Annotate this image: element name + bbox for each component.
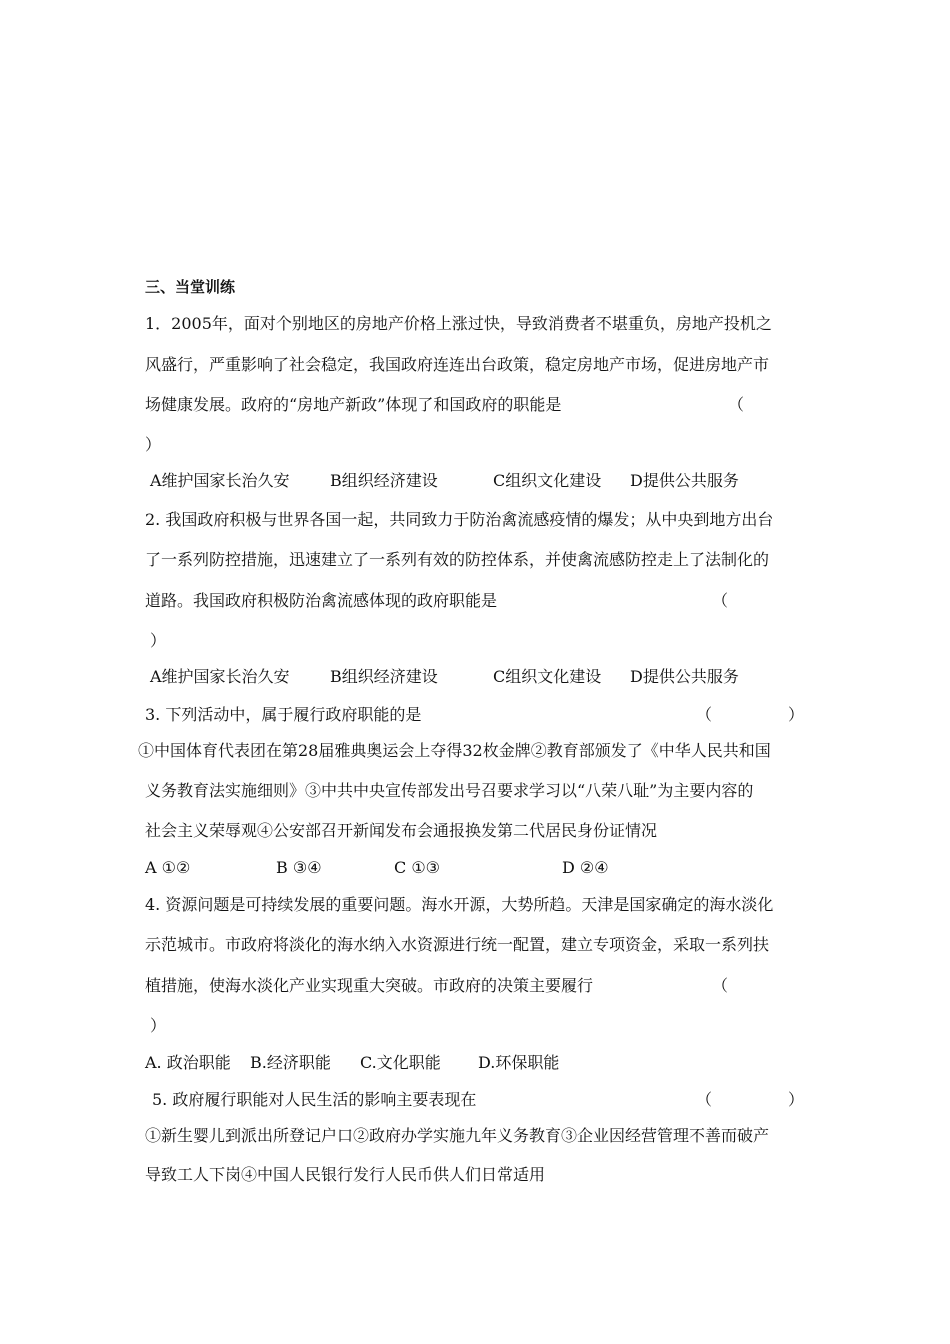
q2-option-c: C组织文化建设 bbox=[493, 667, 602, 686]
q2-answer-paren-close: ） bbox=[150, 631, 167, 650]
q4-answer-paren-open: （ bbox=[712, 976, 729, 995]
q2-option-d: D提供公共服务 bbox=[630, 667, 739, 686]
q4-option-a: A. 政治职能 bbox=[145, 1053, 231, 1072]
q1-line-2: 风盛行，严重影响了社会稳定，我国政府连连出台政策，稳定房地产市场，促进房地产市 bbox=[145, 355, 770, 374]
q4-line-1: 4. 资源问题是可持续发展的重要问题。海水开源，大势所趋。天津是国家确定的海水淡化 bbox=[145, 895, 774, 914]
q4-line-2: 示范城市。市政府将淡化的海水纳入水资源进行统一配置，建立专项资金，采取一系列扶 bbox=[145, 935, 770, 954]
q2-answer-paren-open: （ bbox=[712, 591, 729, 610]
q3-option-d: D ②④ bbox=[562, 858, 609, 877]
section-title: 三、当堂训练 bbox=[145, 278, 236, 296]
q3-answer-paren-close: ） bbox=[788, 705, 805, 724]
q1-answer-paren-close: ） bbox=[145, 435, 162, 454]
q5-answer-paren-open: （ bbox=[696, 1090, 713, 1109]
q2-line-1: 2. 我国政府积极与世界各国一起，共同致力于防治禽流感疫情的爆发；从中央到地方出台 bbox=[145, 510, 774, 529]
q4-option-c: C.文化职能 bbox=[360, 1053, 441, 1072]
q4-answer-paren-close: ） bbox=[150, 1016, 167, 1035]
q2-line-2: 了一系列防控措施，迅速建立了一系列有效的防控体系，并使禽流感防控走上了法制化的 bbox=[145, 550, 770, 569]
q3-answer-paren-open: （ bbox=[696, 705, 713, 724]
q1-line-1: 1．2005年，面对个别地区的房地产价格上涨过快，导致消费者不堪重负，房地产投机之 bbox=[145, 314, 772, 333]
q1-line-3: 场健康发展。政府的“房地产新政”体现了和国政府的职能是 bbox=[145, 395, 562, 414]
q5-line-1: ①新生婴儿到派出所登记户口②政府办学实施九年义务教育③企业因经营管理不善而破产 bbox=[145, 1126, 770, 1145]
q5-line-2: 导致工人下岗④中国人民银行发行人民币供人们日常适用 bbox=[145, 1165, 546, 1184]
q4-option-b: B.经济职能 bbox=[250, 1053, 331, 1072]
q3-line-3: 社会主义荣辱观④公安部召开新闻发布会通报换发第二代居民身份证情况 bbox=[145, 821, 658, 840]
q3-line-1: ①中国体育代表团在第28届雅典奥运会上夺得32枚金牌②教育部颁发了《中华人民共和国 bbox=[138, 741, 771, 760]
q4-option-d: D.环保职能 bbox=[478, 1053, 560, 1072]
q4-line-3: 植措施，使海水淡化产业实现重大突破。市政府的决策主要履行 bbox=[145, 976, 594, 995]
q5-answer-paren-close: ） bbox=[788, 1090, 805, 1109]
q2-line-3: 道路。我国政府积极防治禽流感体现的政府职能是 bbox=[145, 591, 498, 610]
q3-option-a: A ①② bbox=[145, 858, 191, 877]
q2-option-a: A维护国家长治久安 bbox=[150, 667, 290, 686]
q3-line-2: 义务教育法实施细则》③中共中央宣传部发出号召要求学习以“八荣八耻”为主要内容的 bbox=[145, 781, 754, 800]
q1-option-c: C组织文化建设 bbox=[493, 471, 602, 490]
q2-option-b: B组织经济建设 bbox=[330, 667, 438, 686]
q1-option-b: B组织经济建设 bbox=[330, 471, 438, 490]
q3-option-b: B ③④ bbox=[276, 858, 322, 877]
q1-answer-paren-open: （ bbox=[728, 395, 745, 414]
q5-stem: 5. 政府履行职能对人民生活的影响主要表现在 bbox=[152, 1090, 477, 1109]
q1-option-d: D提供公共服务 bbox=[630, 471, 739, 490]
q3-stem: 3. 下列活动中，属于履行政府职能的是 bbox=[145, 705, 422, 724]
q3-option-c: C ①③ bbox=[394, 858, 441, 877]
q1-option-a: A维护国家长治久安 bbox=[150, 471, 290, 490]
